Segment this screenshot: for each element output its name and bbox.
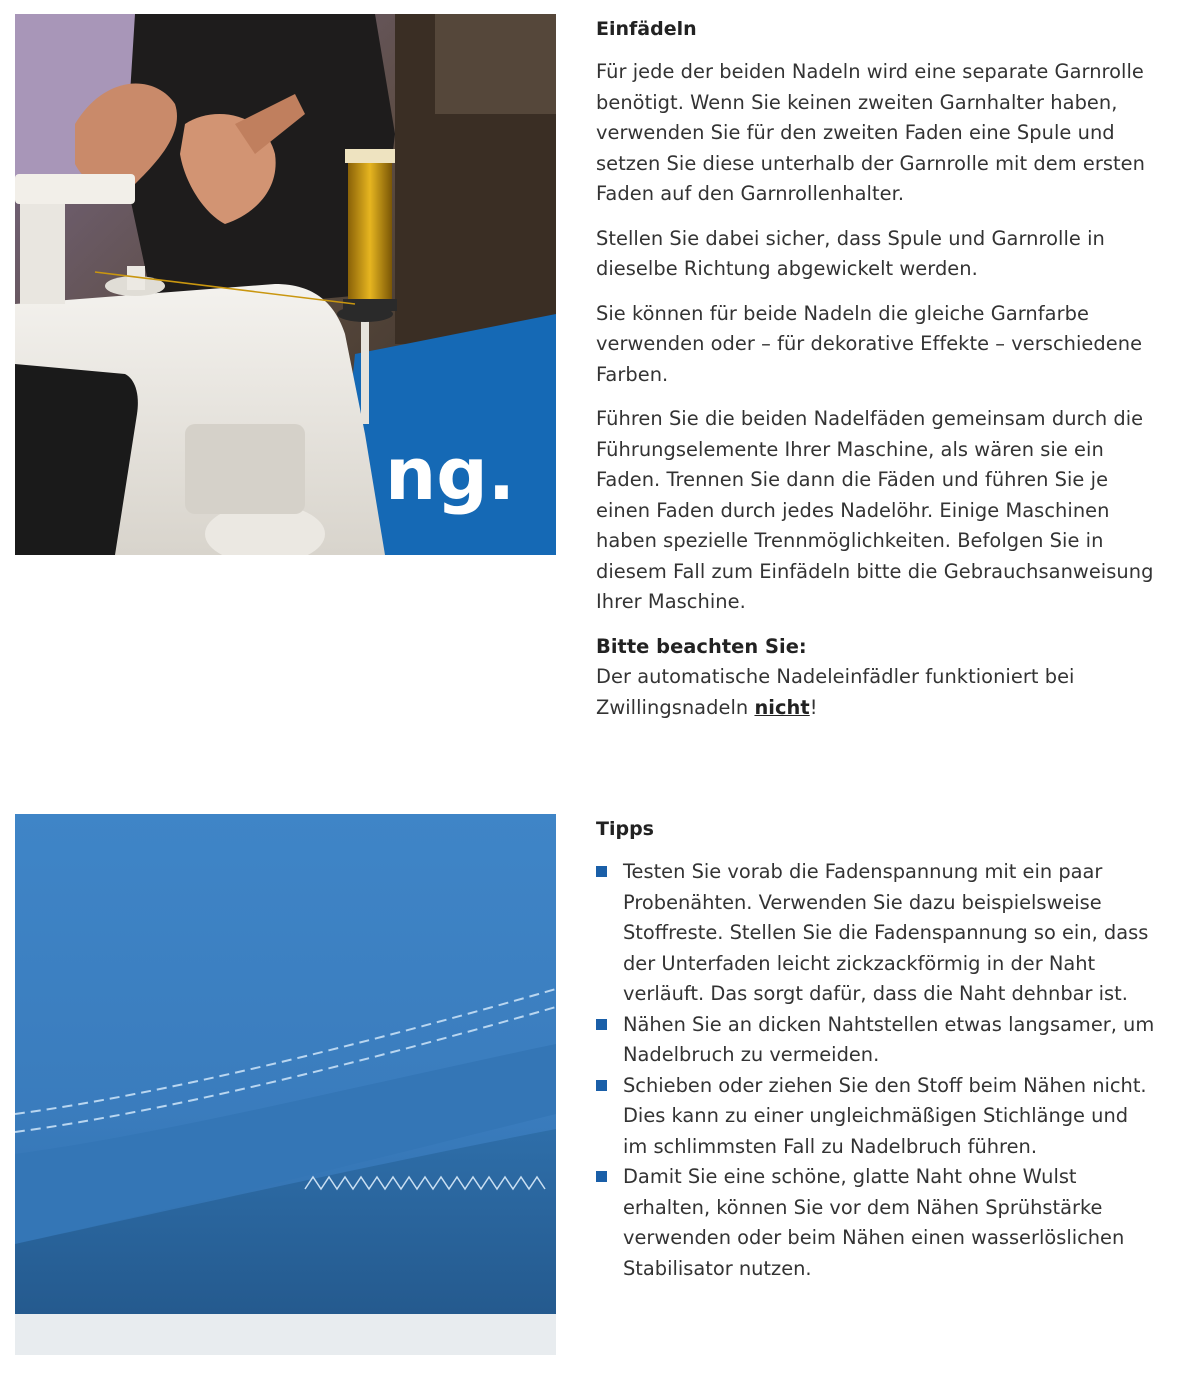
sewing-machine-photo (15, 14, 556, 555)
list-item (596, 1071, 1156, 1163)
tips-heading: Tipps (596, 818, 654, 840)
tips-list (596, 857, 1156, 1284)
tip-text: Schieben oder ziehen Sie den Stoff beim Nähen nicht. Dies kann zu einer ungleichmäßigen Stichlänge und im schlimmsten Fall zu Nadelbruch führen. (623, 1073, 1147, 1158)
list-item (596, 857, 1156, 1010)
threading-text (596, 14, 1156, 737)
tips-section (0, 800, 1186, 1380)
threading-paragraph-2: Stellen Sie dabei sicher, dass Spule und Garnrolle in dieselbe Richtung abgewickelt werden. (596, 226, 1105, 280)
threading-paragraph-3: Sie können für beide Nadeln die gleiche Garnfarbe verwenden oder – für dekorative Effekte – verschiedene Farben. (596, 301, 1143, 386)
list-item (596, 1010, 1156, 1071)
sewing-machine-illustration (15, 14, 556, 555)
tip-text: Nähen Sie an dicken Nahtstellen etwas langsamer, um Nadelbruch zu vermeiden. (623, 1012, 1155, 1066)
note-paragraph (596, 632, 1156, 724)
note-emphasis: nicht (754, 695, 810, 719)
threading-paragraph-1: Für jede der beiden Nadeln wird eine separate Garnrolle benötigt. Wenn Sie keinen zweiten Garnhalter haben, verwenden Sie für den zweiten Faden eine Spule und setzen Sie diese unterhalb der Garnrolle mit dem ersten Faden auf den Garnrollenhalter. (596, 60, 1145, 205)
threading-paragraph-4: Führen Sie die beiden Nadelfäden gemeinsam durch die Führungselemente Ihrer Maschine, als wären sie ein Faden. Trennen Sie dann die Fäden und führen Sie je einen Faden durch jedes Nadelöhr. Einige Maschinen haben spezielle Trennmöglichkeiten. Befolgen Sie in diesem Fall zum Einfädeln bitte die Gebrauchsanweisung Ihrer Maschine. (596, 407, 1154, 613)
list-item (596, 1162, 1156, 1284)
note-text-end: ! (809, 695, 818, 719)
tip-text: Damit Sie eine schöne, glatte Naht ohne Wulst erhalten, können Sie vor dem Nähen Sprühstärke verwenden oder beim Nähen einen wasserlöslichen Stabilisator nutzen. (623, 1165, 1125, 1280)
note-heading: Bitte beachten Sie: (596, 634, 807, 658)
square-bullet-icon (596, 1171, 607, 1182)
note-text: Der automatische Nadeleinfädler funktioniert bei Zwillingsnadeln (596, 665, 1075, 719)
banner-text: ng. (385, 432, 516, 516)
fabric-seam-illustration (15, 814, 556, 1355)
square-bullet-icon (596, 866, 607, 877)
square-bullet-icon (596, 1080, 607, 1091)
tip-text: Testen Sie vorab die Fadenspannung mit ein paar Probenähten. Verwenden Sie dazu beispielsweise Stoffreste. Stellen Sie die Fadenspannung so ein, dass der Unterfaden leicht zickzackförmig in der Naht verläuft. Das sorgt dafür, dass die Naht dehnbar ist. (623, 860, 1149, 1005)
threading-heading: Einfädeln (596, 18, 697, 40)
tips-text (596, 814, 1156, 1284)
fabric-seam-photo (15, 814, 556, 1355)
square-bullet-icon (596, 1019, 607, 1030)
